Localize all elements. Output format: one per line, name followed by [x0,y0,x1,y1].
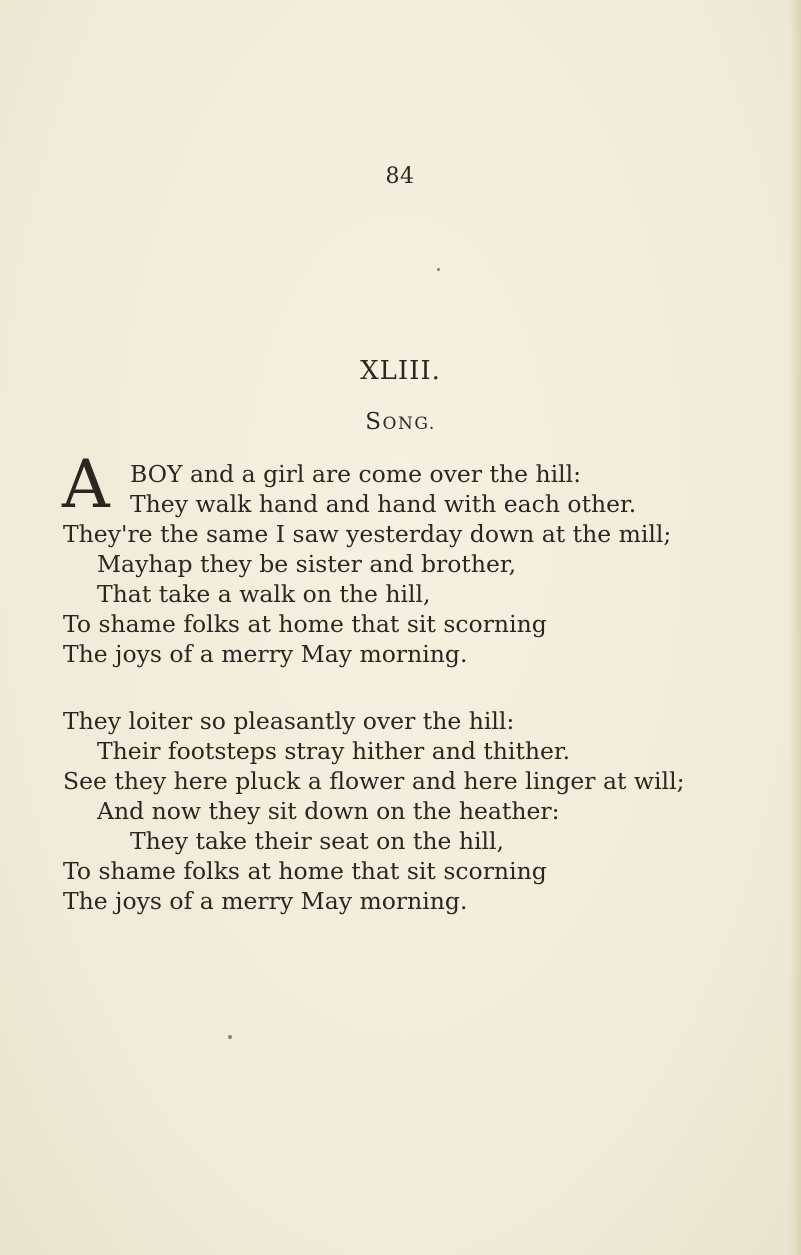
page-edge-shadow [789,0,801,1255]
poem-number: XLIII. [360,356,441,386]
drop-cap: A [62,446,110,523]
poem-title-rest: ONG. [382,414,436,434]
poem-title [0,409,801,435]
stanza-1-line-4: Mayhap they be sister and brother, [97,550,517,578]
stanza-2-line-6: To shame folks at home that sit scorning [63,857,547,885]
stanza-1-line-6: To shame folks at home that sit scorning [63,610,547,638]
stanza-2-line-2: Their footsteps stray hither and thither. [97,737,571,765]
poem-title-initial: S [365,409,383,435]
paper-speck [228,1035,232,1039]
stanza-2-line-5: They take their seat on the hill, [130,827,504,855]
stanza-2-line-3: See they here pluck a flower and here linger at will; [63,767,685,795]
stanza-1-line-2: They walk hand and hand with each other. [130,490,637,518]
stanza-1-line-5: That take a walk on the hill, [97,580,431,608]
stanza-2-line-7: The joys of a merry May morning. [63,887,468,915]
stanza-1-line-3: They're the same I saw yesterday down at the mill; [63,520,672,548]
stanza-2-line-4: And now they sit down on the heather: [97,797,560,825]
page-number: 84 [385,164,415,189]
stanza-1-line-7: The joys of a merry May morning. [63,640,468,668]
stanza-2-line-1: They loiter so pleasantly over the hill: [63,707,515,735]
paper-speck [437,268,440,271]
stanza-1-line-1: BOY and a girl are come over the hill: [130,460,582,488]
